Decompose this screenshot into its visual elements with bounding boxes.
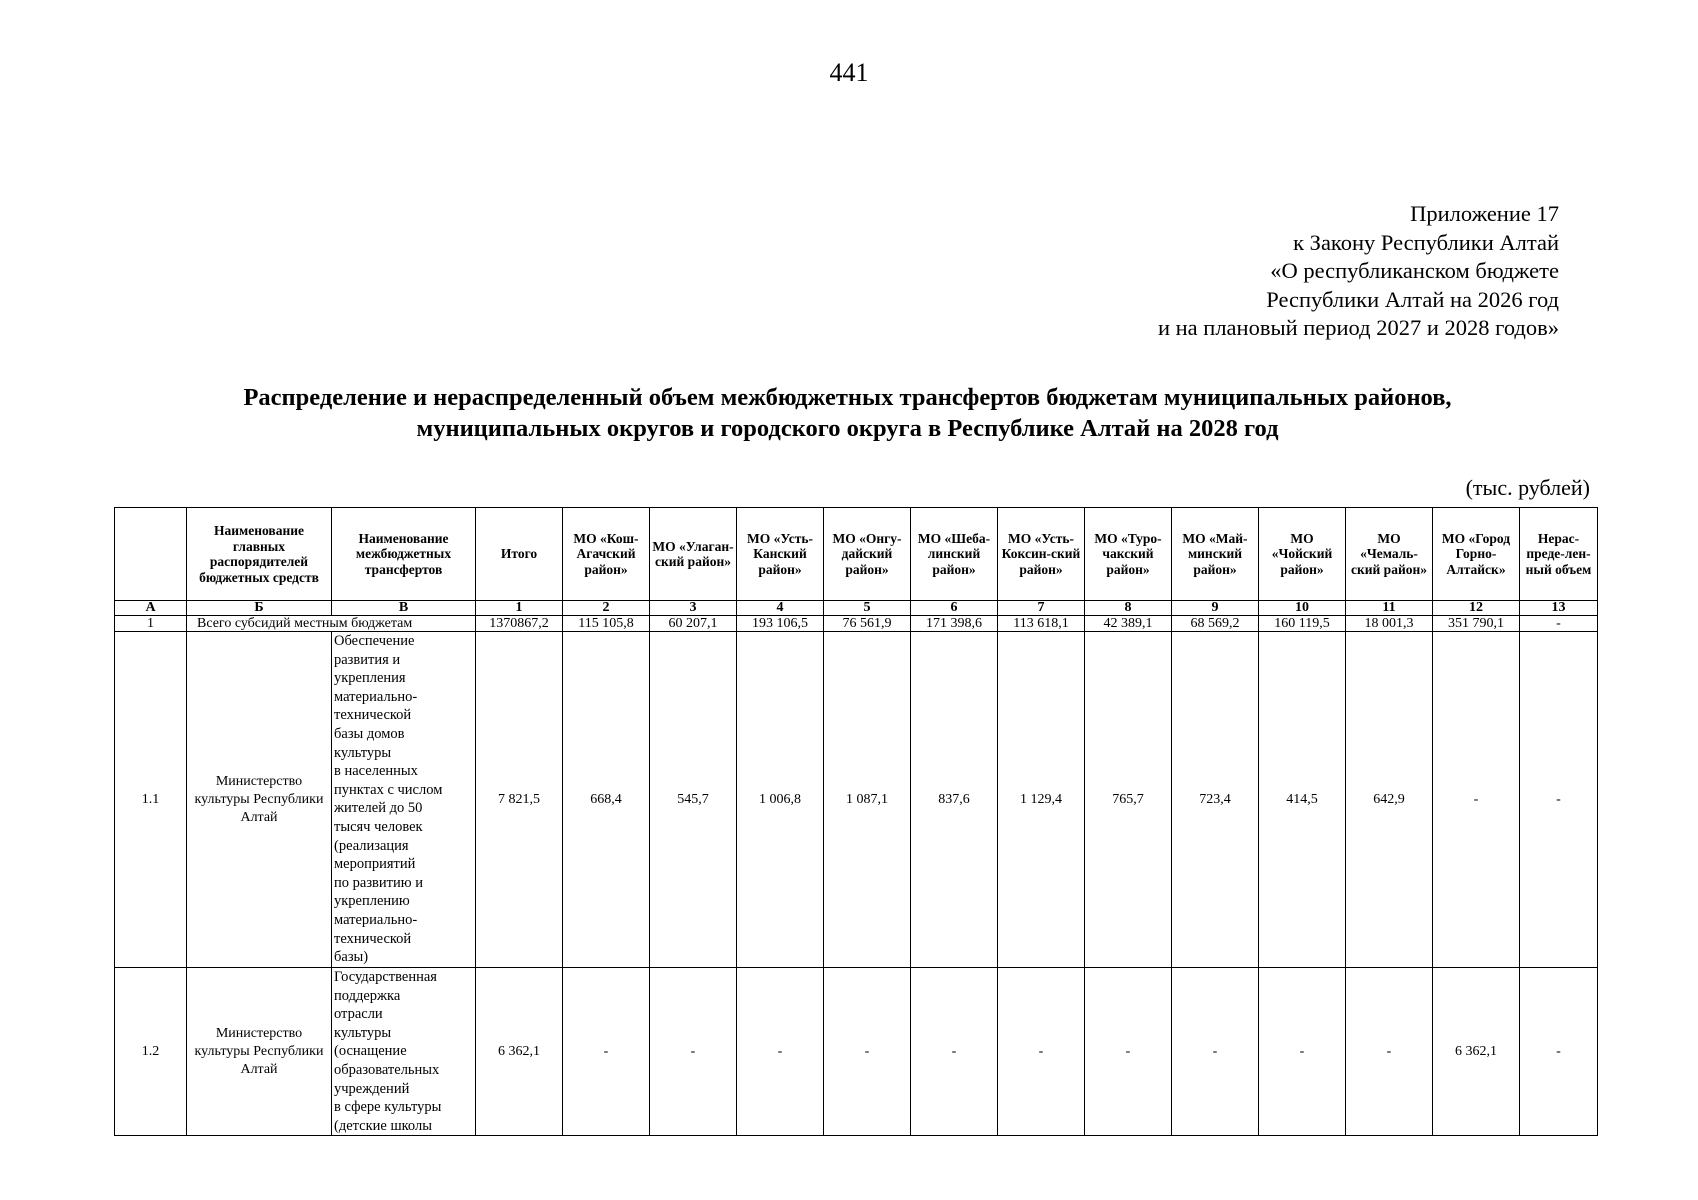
value-cell: 113 618,1	[998, 616, 1085, 632]
ministry-cell: Министерство культуры Республики Алтай	[187, 632, 332, 968]
value-cell: 642,9	[1346, 632, 1433, 968]
value-cell: -	[1085, 968, 1172, 1136]
value-cell: -	[1346, 968, 1433, 1136]
value-cell: 1 129,4	[998, 632, 1085, 968]
transfers-table	[114, 507, 1598, 1136]
column-number: В	[332, 601, 476, 616]
title-line: муниципальных округов и городского округа в Республике Алтай на 2028 год	[416, 415, 1279, 442]
row-number: 1	[115, 616, 187, 632]
header-cell: МО «Усть-Коксин-ский район»	[998, 508, 1085, 601]
row-number: 1.2	[115, 968, 187, 1136]
value-cell: 1 087,1	[824, 632, 911, 968]
value-cell: 414,5	[1259, 632, 1346, 968]
table-row	[115, 968, 1598, 1136]
header-cell: Итого	[476, 508, 563, 601]
value-cell: -	[1520, 968, 1598, 1136]
value-cell: -	[911, 968, 998, 1136]
appendix-line: Приложение 17	[1410, 201, 1559, 226]
value-cell: 42 389,1	[1085, 616, 1172, 632]
column-number: 8	[1085, 601, 1172, 616]
column-number: 12	[1433, 601, 1520, 616]
header-cell	[115, 508, 187, 601]
column-number: А	[115, 601, 187, 616]
value-cell: 60 207,1	[650, 616, 737, 632]
value-cell: -	[824, 968, 911, 1136]
appendix-line: и на плановый период 2027 и 2028 годов»	[1157, 315, 1559, 340]
value-cell: 6 362,1	[476, 968, 563, 1136]
appendix-line: «О республиканском бюджете	[1270, 258, 1559, 283]
value-cell: 68 569,2	[1172, 616, 1259, 632]
ministry-cell: Министерство культуры Республики Алтай	[187, 968, 332, 1136]
column-number: 10	[1259, 601, 1346, 616]
header-cell: МО «Шеба-линский район»	[911, 508, 998, 601]
column-number: 3	[650, 601, 737, 616]
appendix-note	[1158, 200, 1559, 343]
transfer-name-cell: Государственная поддержка отрасли культуры (оснащение образовательных учреждений в сфере культуры (детские школы	[332, 968, 476, 1136]
column-number: 6	[911, 601, 998, 616]
value-cell: -	[1433, 632, 1520, 968]
appendix-line: Республики Алтай на 2026 год	[1266, 286, 1559, 312]
header-cell: МО «Улаган-ский район»	[650, 508, 737, 601]
value-cell: -	[1520, 616, 1598, 632]
document-title	[60, 382, 1635, 444]
value-cell: 1370867,2	[476, 616, 563, 632]
column-number: 7	[998, 601, 1085, 616]
column-number: 5	[824, 601, 911, 616]
column-number-row	[115, 601, 1598, 616]
value-cell: 115 105,8	[563, 616, 650, 632]
header-cell: МО «Чемаль-ский район»	[1346, 508, 1433, 601]
column-number: Б	[187, 601, 332, 616]
header-cell: МО «Туро-чакский район»	[1085, 508, 1172, 601]
value-cell: 76 561,9	[824, 616, 911, 632]
total-label: Всего субсидий местным бюджетам	[187, 616, 476, 632]
total-row	[115, 616, 1598, 632]
header-cell: МО «Май-минский район»	[1172, 508, 1259, 601]
value-cell: 765,7	[1085, 632, 1172, 968]
value-cell: -	[563, 968, 650, 1136]
header-cell: МО «Чойский район»	[1259, 508, 1346, 601]
value-cell: 1 006,8	[737, 632, 824, 968]
value-cell: -	[1520, 632, 1598, 968]
header-cell: МО «Город Горно-Алтайск»	[1433, 508, 1520, 601]
value-cell: -	[1259, 968, 1346, 1136]
title-line: Распределение и нераспределенный объем межбюджетных трансфертов бюджетам муниципальных районов,	[243, 384, 1452, 411]
value-cell: 18 001,3	[1346, 616, 1433, 632]
value-cell: 160 119,5	[1259, 616, 1346, 632]
appendix-line: к Закону Республики Алтай	[1293, 229, 1559, 255]
column-number: 4	[737, 601, 824, 616]
value-cell: 545,7	[650, 632, 737, 968]
value-cell: -	[650, 968, 737, 1136]
value-cell: 7 821,5	[476, 632, 563, 968]
column-number: 13	[1520, 601, 1598, 616]
value-cell: 723,4	[1172, 632, 1259, 968]
page-number: 441	[829, 58, 869, 87]
header-cell: Наименование межбюджетных трансфертов	[332, 508, 476, 601]
column-number: 9	[1172, 601, 1259, 616]
header-cell: МО «Онгу-дайский район»	[824, 508, 911, 601]
value-cell: 668,4	[563, 632, 650, 968]
value-cell: 193 106,5	[737, 616, 824, 632]
transfer-name-cell: Обеспечение развития и укрепления материально- технической базы домов культуры в населенных пунктах с числом жителей до 50 тысяч человек (реализация мероприятий по развитию и укреплению материально- технической базы)	[332, 632, 476, 968]
units-label: (тыс. рублей)	[1465, 475, 1590, 500]
header-cell: МО «Кош-Агачский район»	[563, 508, 650, 601]
value-cell: 837,6	[911, 632, 998, 968]
column-number: 2	[563, 601, 650, 616]
value-cell: 6 362,1	[1433, 968, 1520, 1136]
column-number: 11	[1346, 601, 1433, 616]
value-cell: -	[737, 968, 824, 1136]
column-number: 1	[476, 601, 563, 616]
header-cell: МО «Усть-Канский район»	[737, 508, 824, 601]
value-cell: -	[998, 968, 1085, 1136]
table-row	[115, 632, 1598, 968]
value-cell: -	[1172, 968, 1259, 1136]
value-cell: 171 398,6	[911, 616, 998, 632]
header-cell: Нерас-преде-лен-ный объем	[1520, 508, 1598, 601]
table-header-row	[115, 508, 1598, 601]
row-number: 1.1	[115, 632, 187, 968]
value-cell: 351 790,1	[1433, 616, 1520, 632]
header-cell: Наименование главных распорядителей бюджетных средств	[187, 508, 332, 601]
